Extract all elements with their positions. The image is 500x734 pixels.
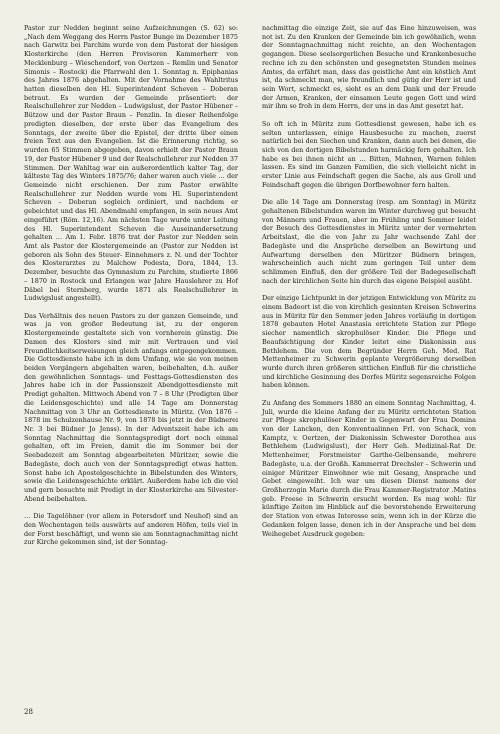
paragraph: nachmittag die einzige Zeit, sie auf das Eine hinzuweisen, was not ist. Zu den Kranken der Gemeinde bin ich gewöhnlich, wenn der Sonntagnachmittag nicht reichte, an den Wochentagen gegangen. Diese seelsorgerlichen Besuche und Krankenbesuche rechne ich zu den schönsten und gesegnetsten Stunden meines Amtes, da erfährt man, dass das geistliche Amt ein köstlich Amt ist, da schmeckt man, wie freundlich und gütig der Herr ist und sein Wort, schmeckt es, sieht es an dem Dank und der Freude der Armen, Kranken, der einsamen Leute gegen Gott und wird mir ihm so froh in dem Herrn, der uns in das Amt gesetzt hat.	[262, 24, 476, 111]
paragraph: Zu Anfang des Sommers 1880 an einem Sonntag Nachmittag, 4. Juli, wurde die kleine Anfang der zu Müritz errichteten Station zur Pflege skrophulöser Kinder in Gegenwart der Frau Domina von der Lancken, den Konventualinnen Frl. von Schack, von Kamptz, v. Oertzen, der Diakonissin Schwester Dorothea aus Bethlehem (Ludwigslust), der Herr Geh. Medizinal-Rat Dr. Mettenheimer, Forstmeister Garthe-Gelbensande, mehrere Badegäste, u.a. der Großh. Kammerrat Drechsler – Schwerin und einiger Müritzer Einwohner wie mit Gesang, Ansprache und Gebet eingeweiht. Ich war um diesen Dienst namens der Großherzogin Marie durch die Frau Kammer-Registrator .Matins geb. Freese in Schwerin ersucht worden. Es mag wohl: für künftige Zeiten im Hinblick auf die bevorstehende Erweiterung der Station von etwas Interesse sein, wenn ich in der Kürze die Gedanken folgen lasse, denen ich in der Ansprache und bei dem Weihegebet Ausdruck gegeben:	[262, 398, 476, 538]
paragraph: Der einzige Lichtpunkt in der jetzigen Entwicklung von Müritz zu einem Badeort ist die von kirchlich gesinnten Kreisen Schwerins aus in Müritz für den Sommer jeden Jahres vorläufig in dortigen 1878 gebauten Hotel Anastasia errichtete Station zur Pflege siecher namentlich skrophulöser Kinder. Die Pflege und Beaufsichtigung der Kinder leitet eine Diakonissin aus Bethlehem. Die von dem Begründer Herrn Geh. Med. Rat Mettenheimer zu Schwerin geplante Vergrößerung derselben wurde durch ihren größeren sittlichen Einfluß für die christliche und kirchliche Gesinnung des Dorfes Müritz segensreiche Folgen haben können.	[262, 294, 476, 390]
paragraph: … Die Tagelöhner (vor allem in Petersdorf und Neuhof) sind an den Wochentagen teils auswärts auf anderen Höfen, teils viel in der Forst beschäftigt, und wenn sie am Sonntagnachmittag nicht zur Kirche gekommen sind, ist der Sonntag-	[24, 512, 238, 547]
paragraph: Pastor zur Nedden beginnt seine Aufzeichnungen (S. 62) so: „Nach dem Weggang des Herrn Pastor Bunge im Dezember 1875 nach Garwitz bei Parchim wurde von dem Pastorat der hiesigen Klosterkirche (den Herren Provisoren Kammerherr von Mecklenburg – Wieschendorf, von Oertzen – Remlin und Senator Simonis – Rostock) die Pfarrwahl den 1. Sonntag n. Epiphanias des Jahres 1876 abgehalten. Mit der Vornahme des Wahltritus hatten dieselben den Hl. Superintendent Scheven – Doberan betraut. Es wurden der Gemeinde präsentiert: der Realschullehrer zur Nedden – Ludwigslust, der Pastor Hübener – Bützow und der Pastor Braun – Penzlin. In dieser Reihenfolge predigten dieselben, der erste über das Evangelium des Sonntags, der zweite über die Epistel, der dritte über einen freien Text aus den Evangelien. Ist die Erinnerung richtig, so wurden 65 Stimmen abgegeben, davon erhielt der Pastor Braun 19, der Pastor Hübener 9 und der Realschullehrer zur Nedden 37 Stimmen. Der Wahltag war ein außerordentlich kalter Tag, der kälteste Tag des Winters 1875/76; daher waren auch viele … der Gemeinde nicht erschienen. Der zum Pastor erwählte Realschullehrer zur Nedden wurde vom Hl. Superintendent Scheven – Doberan sogleich ordiniert, und nachdem er gebeichtet und das Hl. Abendmahl empfangen, in sein neues Amt eingeführt (Röm. 12,16). Am nächsten Tage wurde unter Leitung des Hl. Superintendent Scheven die Auseinandersetzung gehalten … Am 1. Febr. 1876 trat der Pastor zur Nedden sein Amt als Pastor der Klostergemeinde an (Pastor zur Nedden ist geboren als Sohn des Steuer- Einnehmers z. N. und der Tochter des Klosterarztes zu Malchow Podesta, Dora, 1844, 13. Dezember, besuchte das Gymnasium zu Parchim, studierte 1866 – 1870 in Rostock und Erlangen war Jahre Hauslehrer zu Hof Dâbel bei Sternberg, wurde 1871 als Realschullehrer in Ludwigslust angestellt).	[24, 24, 238, 303]
paragraph: Die alle 14 Tage am Donnerstag (resp. am Sonntag) in Müritz gehaltenen Bibelstunden waren im Winter durchweg gut besucht von Männern und Frauen, aber im Frühling und Sommer leidet der Besuch des Gottesdienstes in Müritz unter der vermehrten Arbeitslast, die die von Jahr zu Jahr wachsende Zahl der Badegäste und die Ansprüche derselben an Bewirtung und Aufwartung derselben den Müritzer Büdnern bringen, wahrscheinlich auch nicht zum geringen Teil unter dem schlimmen Einfluß, den der größere Teil der Badegesellschaft nach der kirchlichen Seite hin durch das eigene Beispiel ausübt.	[262, 198, 476, 285]
paragraph: Das Verhältnis des neuen Pastors zu der ganzen Gemeinde, und was ja von großer Bedeutung ist, zu der engeren Klostergemeinde gestaltete sich von vornherein günstig. Die Damen des Klosters sind mir mit Vertrauen und viel Freundlichkeitserweisungen gleich anfangs entgegengekommen. Die Gottesdienste habe ich in dem Umfang, wie sie von meinen beiden Vorgängern abgehalten waren, beibehalten, d.h. außer den gewöhnlichen Sonntags- und Festtags-Gottesdiensten des Jahres habe ich in der Passionszeit Abendgottesdienste mit Predigt gehalten. Mittwoch Abend von 7 – 8 Uhr (Predigten über die Leidensgeschichte) und alle 14 Tage am Donnerstag Nachmittag von 3 Uhr an Gottesdienste in Müritz. (Von 1876 – 1878 im Schulzenhause Nr. 9, von 1878 bis jetzt in der Büdnerei Nr. 3 bei Büdner Jo Jenss). In der Adventszeit habe ich am Sonntag Nachmittag die Sonntagspredigt dort noch einmal gehalten, oft im Freien, damit die im Sommer bei der Seebadezeit am Sonntag abgearbeiteten Müritzer, sowie die Badegäste, doch auch von der Sonntagspredigt etwas hatten. Sonst habe ich Apostelgeschichte in Bibelstunden des Winters, sowie die Leidensgeschichte erklärt. Außerdem habe ich die viel und gern besuchte mit Predigt in der Klosterkirche am Silvester-Abend beibehalten.	[24, 311, 238, 503]
left-column	[24, 24, 238, 547]
book-page	[24, 24, 476, 704]
paragraph: So oft ich in Müritz zum Gottesdienst gewesen, habe ich es selten unterlassen, einige Hausbesuche zu machen, zuerst natürlich bei den Siechen und Kranken, dann auch bei denen, die sich von den dortigen Bibelstunden harmäckig fern gehalten. Ich habe es bei ihnen nicht an … Bitten, Mahnen, Warnen fehlen lassen. Es sind im Ganzen Familien, die sich vielleicht nicht in erster Linie aus Feindschaft gegen die Sache, als aus Groll und Feindschaft gegen die übrigen Dorfbewohner fern halten.	[262, 119, 476, 189]
page-number: 28	[24, 708, 33, 716]
right-column	[262, 24, 476, 538]
